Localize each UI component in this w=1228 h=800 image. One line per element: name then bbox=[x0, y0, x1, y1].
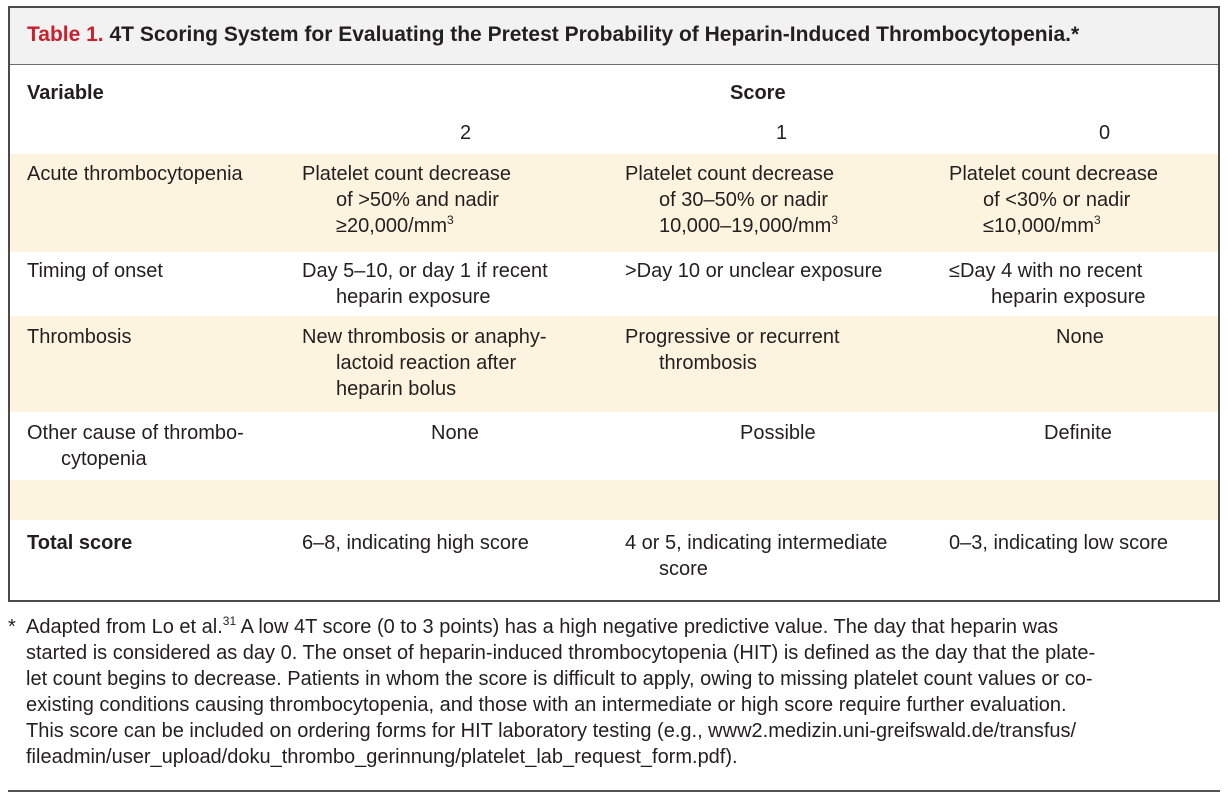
cell-line: heparin exposure bbox=[336, 286, 491, 308]
cell-line: Platelet count decrease bbox=[302, 163, 512, 185]
row-other-score0: Definite bbox=[1044, 422, 1112, 444]
footnote-line-6: fileadmin/user_upload/doku_thrombo_gerinnung/platelet_lab_request_form.pdf). bbox=[26, 746, 738, 768]
cell-line: thrombosis bbox=[659, 352, 757, 374]
row-other-variable bbox=[27, 420, 244, 472]
cell-line: New thrombosis or anaphy- bbox=[302, 326, 547, 348]
row-total-variable: Total score bbox=[27, 532, 133, 554]
row-band-thrombosis bbox=[10, 316, 1218, 412]
footnote-ref-number: 31 bbox=[222, 614, 237, 628]
cell-line: lactoid reaction after bbox=[336, 352, 517, 374]
row-total-score0: 0–3, indicating low score bbox=[949, 532, 1169, 554]
row-acute-variable: Acute thrombocytopenia bbox=[27, 163, 243, 185]
table-title-bar bbox=[10, 8, 1218, 65]
row-thrombosis-variable: Thrombosis bbox=[27, 326, 132, 348]
footnote-line-5: This score can be included on ordering forms for HIT laboratory testing (e.g., www2.medizin.uni-greifswald.de/transfus/ bbox=[26, 720, 1077, 742]
cell-line: score bbox=[659, 558, 708, 580]
cell-line: of <30% or nadir bbox=[983, 189, 1131, 211]
row-timing-score2 bbox=[302, 258, 548, 310]
superscript: 3 bbox=[447, 213, 454, 227]
header-score-1: 1 bbox=[776, 122, 788, 144]
row-acute-score0 bbox=[949, 161, 1158, 239]
row-other-score1: Possible bbox=[740, 422, 816, 444]
row-timing-score0 bbox=[949, 258, 1146, 310]
table-title-text: 4T Scoring System for Evaluating the Pretest Probability of Heparin-Induced Thrombocytopenia.* bbox=[109, 23, 1080, 46]
cell-line: cytopenia bbox=[61, 448, 147, 470]
cell-line: ≤Day 4 with no recent bbox=[949, 260, 1143, 282]
row-band-spacer bbox=[10, 480, 1218, 520]
header-score-2: 2 bbox=[460, 122, 472, 144]
footnote-star: * bbox=[8, 616, 16, 638]
footnote-line-2: started is considered as day 0. The onset of heparin-induced thrombocytopenia (HIT) is defined as the day that the plate- bbox=[26, 642, 1096, 664]
header-variable: Variable bbox=[27, 82, 104, 104]
cell-line: Platelet count decrease bbox=[949, 163, 1159, 185]
row-timing-variable: Timing of onset bbox=[27, 260, 163, 282]
cell-line: heparin exposure bbox=[991, 286, 1146, 308]
header-score-0: 0 bbox=[1099, 122, 1111, 144]
superscript: 3 bbox=[831, 213, 839, 227]
footnote-ref-prefix: Adapted from Lo et al. bbox=[26, 616, 223, 638]
cell-line: 10,000–19,000/mm bbox=[659, 215, 832, 237]
table-label: Table 1. bbox=[27, 23, 104, 46]
cell-line: ≤10,000/mm bbox=[983, 215, 1095, 237]
row-thrombosis-score0: None bbox=[1056, 326, 1104, 348]
cell-line: of 30–50% or nadir bbox=[659, 189, 829, 211]
footnote-line-1 bbox=[26, 614, 1058, 640]
row-thrombosis-score1 bbox=[625, 324, 840, 376]
cell-line: Day 5–10, or day 1 if recent bbox=[302, 260, 548, 282]
cell-line: of >50% and nadir bbox=[336, 189, 499, 211]
cell-line: 4 or 5, indicating intermediate bbox=[625, 532, 888, 554]
header-score: Score bbox=[730, 82, 786, 104]
row-acute-score1 bbox=[625, 161, 838, 239]
bottom-rule bbox=[8, 790, 1220, 792]
cell-line: heparin bolus bbox=[336, 378, 457, 400]
footnote-text: A low 4T score (0 to 3 points) has a high negative predictive value. The day that heparin was bbox=[236, 616, 1059, 638]
superscript: 3 bbox=[1094, 213, 1101, 227]
footnote-line-3: let count begins to decrease. Patients in whom the score is difficult to apply, owing to missing platelet count values or co- bbox=[26, 668, 1093, 690]
row-total-score1 bbox=[625, 530, 887, 582]
row-acute-score2 bbox=[302, 161, 511, 239]
cell-line: Platelet count decrease bbox=[625, 163, 835, 185]
row-other-score2: None bbox=[431, 422, 479, 444]
row-thrombosis-score2 bbox=[302, 324, 547, 402]
table-title bbox=[27, 23, 1079, 47]
cell-line: Progressive or recurrent bbox=[625, 326, 840, 348]
row-timing-score1: >Day 10 or unclear exposure bbox=[625, 260, 883, 282]
footnote-line-4: existing conditions causing thrombocytopenia, and those with an intermediate or high score require further evaluation. bbox=[26, 694, 1067, 716]
row-total-score2: 6–8, indicating high score bbox=[302, 532, 529, 554]
cell-line: Other cause of thrombo- bbox=[27, 422, 244, 444]
cell-line: ≥20,000/mm bbox=[336, 215, 448, 237]
table-frame bbox=[8, 6, 1220, 602]
